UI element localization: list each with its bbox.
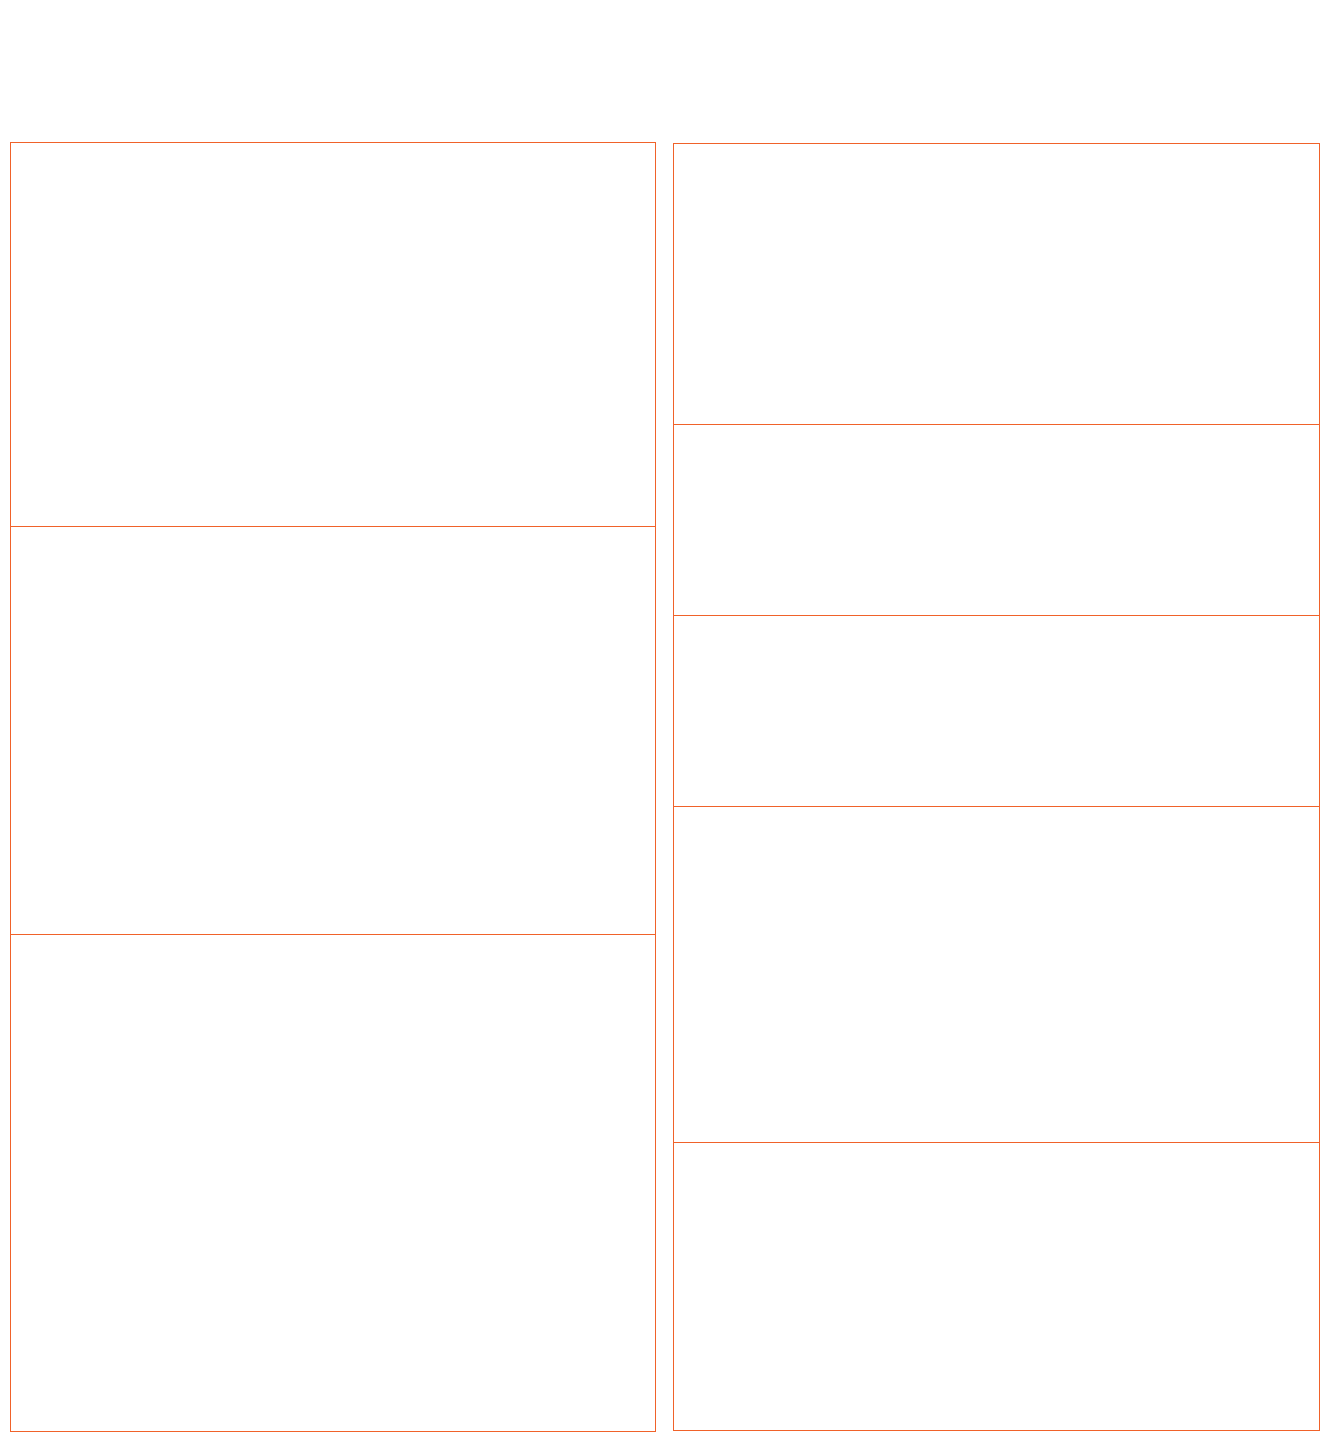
right-panel-1-body [674, 144, 1319, 424]
right-panel-5 [674, 1143, 1319, 1430]
left-panel-3 [11, 935, 655, 1431]
right-panel-3-body [674, 616, 1319, 806]
right-panel-5-body [674, 1143, 1319, 1430]
right-panel-3 [674, 616, 1319, 807]
left-panel-1-body [11, 143, 655, 526]
left-column [10, 142, 656, 1432]
left-panel-1 [11, 143, 655, 527]
right-panel-4-body [674, 807, 1319, 1142]
right-panel-1 [674, 144, 1319, 425]
left-panel-3-body [11, 935, 655, 1431]
right-column [673, 143, 1320, 1431]
left-panel-2 [11, 527, 655, 935]
right-panel-2 [674, 425, 1319, 616]
right-panel-4 [674, 807, 1319, 1143]
left-panel-2-body [11, 527, 655, 934]
right-panel-2-body [674, 425, 1319, 615]
